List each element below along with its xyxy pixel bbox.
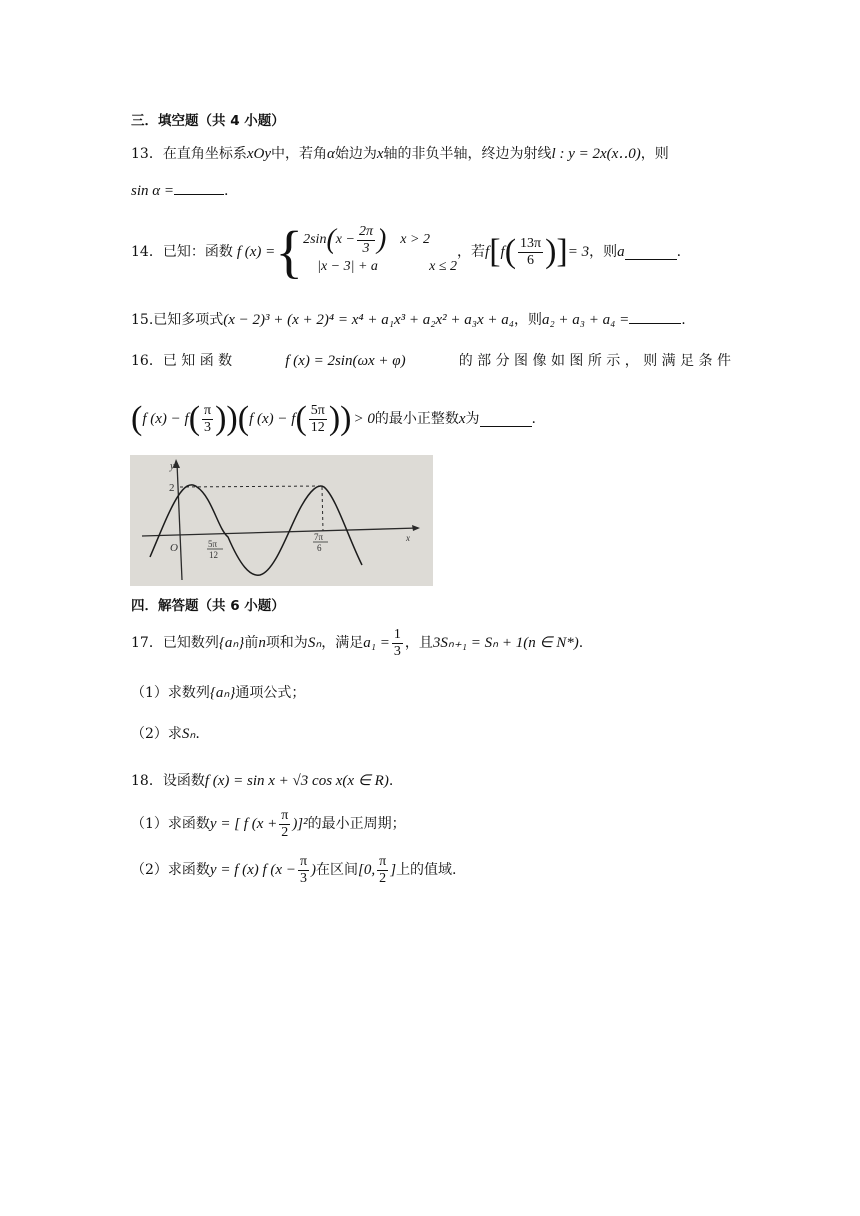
fraction [309,403,327,436]
paren: ( [326,224,336,255]
q18-math: y = f (x) f (x − [209,862,296,878]
q15-text: 15.已知多项式 [131,312,224,328]
bracket: ] [556,233,568,270]
case-1-expr: 2sin [303,232,327,247]
denominator: 2 [281,824,289,840]
paren: ) [545,233,557,270]
q17-text: ，满足 [321,635,364,651]
numerator: π [379,853,387,869]
q15-text: . [681,312,686,328]
bracket: [ [489,233,501,270]
q18-text: （1）求函数 [131,816,210,832]
q16-line1 [131,351,731,371]
q13-text: ，则 [640,146,669,162]
fraction [202,403,213,436]
q13-text: 轴的非负半轴，终边为射线 [383,146,552,162]
denominator: 12 [310,419,325,435]
q17-math: 3Sₙ₊₁ = Sₙ + 1(n ∈ N*) [432,635,579,651]
paren: ) [340,400,352,437]
piecewise-cases [303,225,457,279]
q17-line [131,628,583,658]
fraction [392,627,403,660]
paren: ( [131,400,143,437]
numerator: 1 [393,626,401,642]
q13-text: 13．在直角坐标系 [131,146,247,162]
answer-blank[interactable] [625,245,677,260]
q18-text: 在区间 [316,862,359,878]
q15-text: ，则 [513,312,542,328]
q17-text: ，且 [404,635,433,651]
piecewise-brace: { [275,219,304,284]
q18-math: f (x) = sin x + √3 cos x(x ∈ R) [204,773,389,789]
q18-math: ) [311,862,317,878]
x-axis [142,528,418,536]
numerator: π [281,807,289,823]
answer-blank[interactable] [480,412,532,427]
q16-text: 的 部 分 图 像 如 图 所 示 ， 则 满 足 条 件 [458,353,731,369]
paren: ( [188,400,201,437]
paren: ( [504,233,517,270]
q13-line2 [131,180,228,201]
q16-math: > 0 [353,411,375,427]
paren: ) [376,224,387,255]
x-axis-label: x [406,533,410,543]
y-tick-2: 2 [169,482,175,494]
denominator: 3 [204,419,212,435]
q17-math: a₁ = [363,635,390,651]
q17-text: 17．已知数列 [131,635,219,651]
answer-blank[interactable] [629,309,681,324]
q16-text: 的最小正整数 [374,411,459,427]
q13-math: x [376,146,384,162]
q18-part2 [131,852,457,888]
x-tick-5pi-12-den: 12 [209,550,218,560]
q14-text: ，若 [457,244,486,260]
fraction [279,808,290,841]
denominator: 2 [379,870,387,886]
q18-part1 [131,806,406,842]
q18-text: 上的值域. [396,862,457,878]
case-1 [303,225,457,255]
q18-text: 18．设函数 [131,773,205,789]
numerator: π [299,853,308,869]
case-2 [303,255,457,279]
q14-text: . [676,244,682,260]
q16-math: f (x) − f [142,411,189,427]
q17-math: {aₙ} [209,685,236,701]
q18-math: )]² [292,816,308,832]
q16-line2 [131,397,536,441]
paren: ) [226,400,238,437]
fraction [518,236,543,269]
q18-text: . [388,773,394,789]
paren: ( [237,400,250,437]
paren: ) [215,400,227,437]
q17-math: Sₙ [181,726,196,742]
q14-text: 14．已知：函数 [131,244,233,260]
q13-math: α [326,146,335,162]
origin-label: O [170,542,178,554]
case-2-cond: x ≤ 2 [429,259,458,274]
q18-text: （2）求函数 [131,862,210,878]
x-tick-7pi-6-den: 6 [317,543,322,553]
y-axis [177,463,182,580]
q17-text: . [578,635,584,651]
denominator: 3 [393,643,401,659]
denominator: 3 [362,240,370,256]
q17-text: . [195,726,200,742]
y-axis-label: y [170,461,175,472]
q18-text: 的最小正周期； [307,816,406,832]
numerator: 13π [520,235,542,251]
q17-math: n [258,635,266,651]
q13-math: l : y = 2x(x‥0) [551,146,641,162]
q16-math: x [458,411,466,427]
q13-text: 始边为 [334,146,377,162]
q17-text: （1）求数列 [131,685,210,701]
numerator: π [204,402,212,418]
answer-blank[interactable] [174,180,224,195]
x-tick-7pi-6-num: 7π [314,532,324,542]
q17-text: 项和为 [265,635,308,651]
q17-math: Sₙ [307,635,322,651]
peak-dashed-line [322,487,323,531]
sine-graph-svg [130,455,433,586]
q14-text: ，则 [589,244,618,260]
q15-math: a₂ + a₃ + a₄ = [541,312,630,328]
q17-text: 前 [244,635,259,651]
q18-math: [0, [358,862,376,878]
q14-math: f [485,244,490,260]
q18-math: ] [390,862,397,878]
paren: ( [295,400,307,437]
x-axis-arrow [412,525,420,531]
q14-math: f (x) = [236,244,276,260]
q13-text: . [224,183,229,199]
q18-line [131,771,393,791]
q14-math: f [500,244,505,260]
case-2-expr: |x − 3| + a [317,259,378,274]
x-tick-5pi-12-num: 5π [208,539,218,549]
q14-line [131,219,682,284]
q17-part2 [131,724,200,744]
numerator: 5π [310,402,325,418]
q13-math: sin α = [131,183,175,199]
q13-math: xOy [246,146,271,162]
case-1-cond: x > 2 [400,232,430,247]
q17-text: 通项公式； [235,685,306,701]
denominator: 6 [527,252,535,268]
q17-math: {aₙ} [218,635,245,651]
sine-graph-figure [130,455,433,586]
q13-line1 [131,144,669,164]
case-1-expr: x − [335,232,355,247]
max-dashed-line [180,486,322,487]
q16-text: . [531,411,536,427]
denominator: 3 [300,870,307,886]
q17-part1 [131,683,305,703]
q15-math: (x − 2)³ + (x + 2)⁴ = x⁴ + a₁x³ + a₂x² + a₃x + a₄ [223,312,514,328]
q13-text: 中，若角 [270,146,327,162]
q14-math: = 3 [567,244,590,260]
q15-line [131,309,686,330]
fraction [357,224,375,257]
q18-math: y = [ f (x + [209,816,278,832]
fraction [298,854,309,887]
numerator: 2π [358,223,373,239]
q16-math: f (x) − f [249,411,296,427]
q16-text: 16．已 知 函 数 [131,353,233,369]
fraction [377,854,388,887]
q16-text: 为 [465,411,480,427]
q17-text: （2）求 [131,726,182,742]
paren: ) [328,400,341,437]
q14-math: a [617,244,625,260]
section-3-title: 三．填空题（共 4 小题） [131,113,285,129]
q16-math: f (x) = 2sin(ωx + φ) [285,353,406,369]
section-4-title: 四．解答题（共 6 小题） [131,598,285,614]
